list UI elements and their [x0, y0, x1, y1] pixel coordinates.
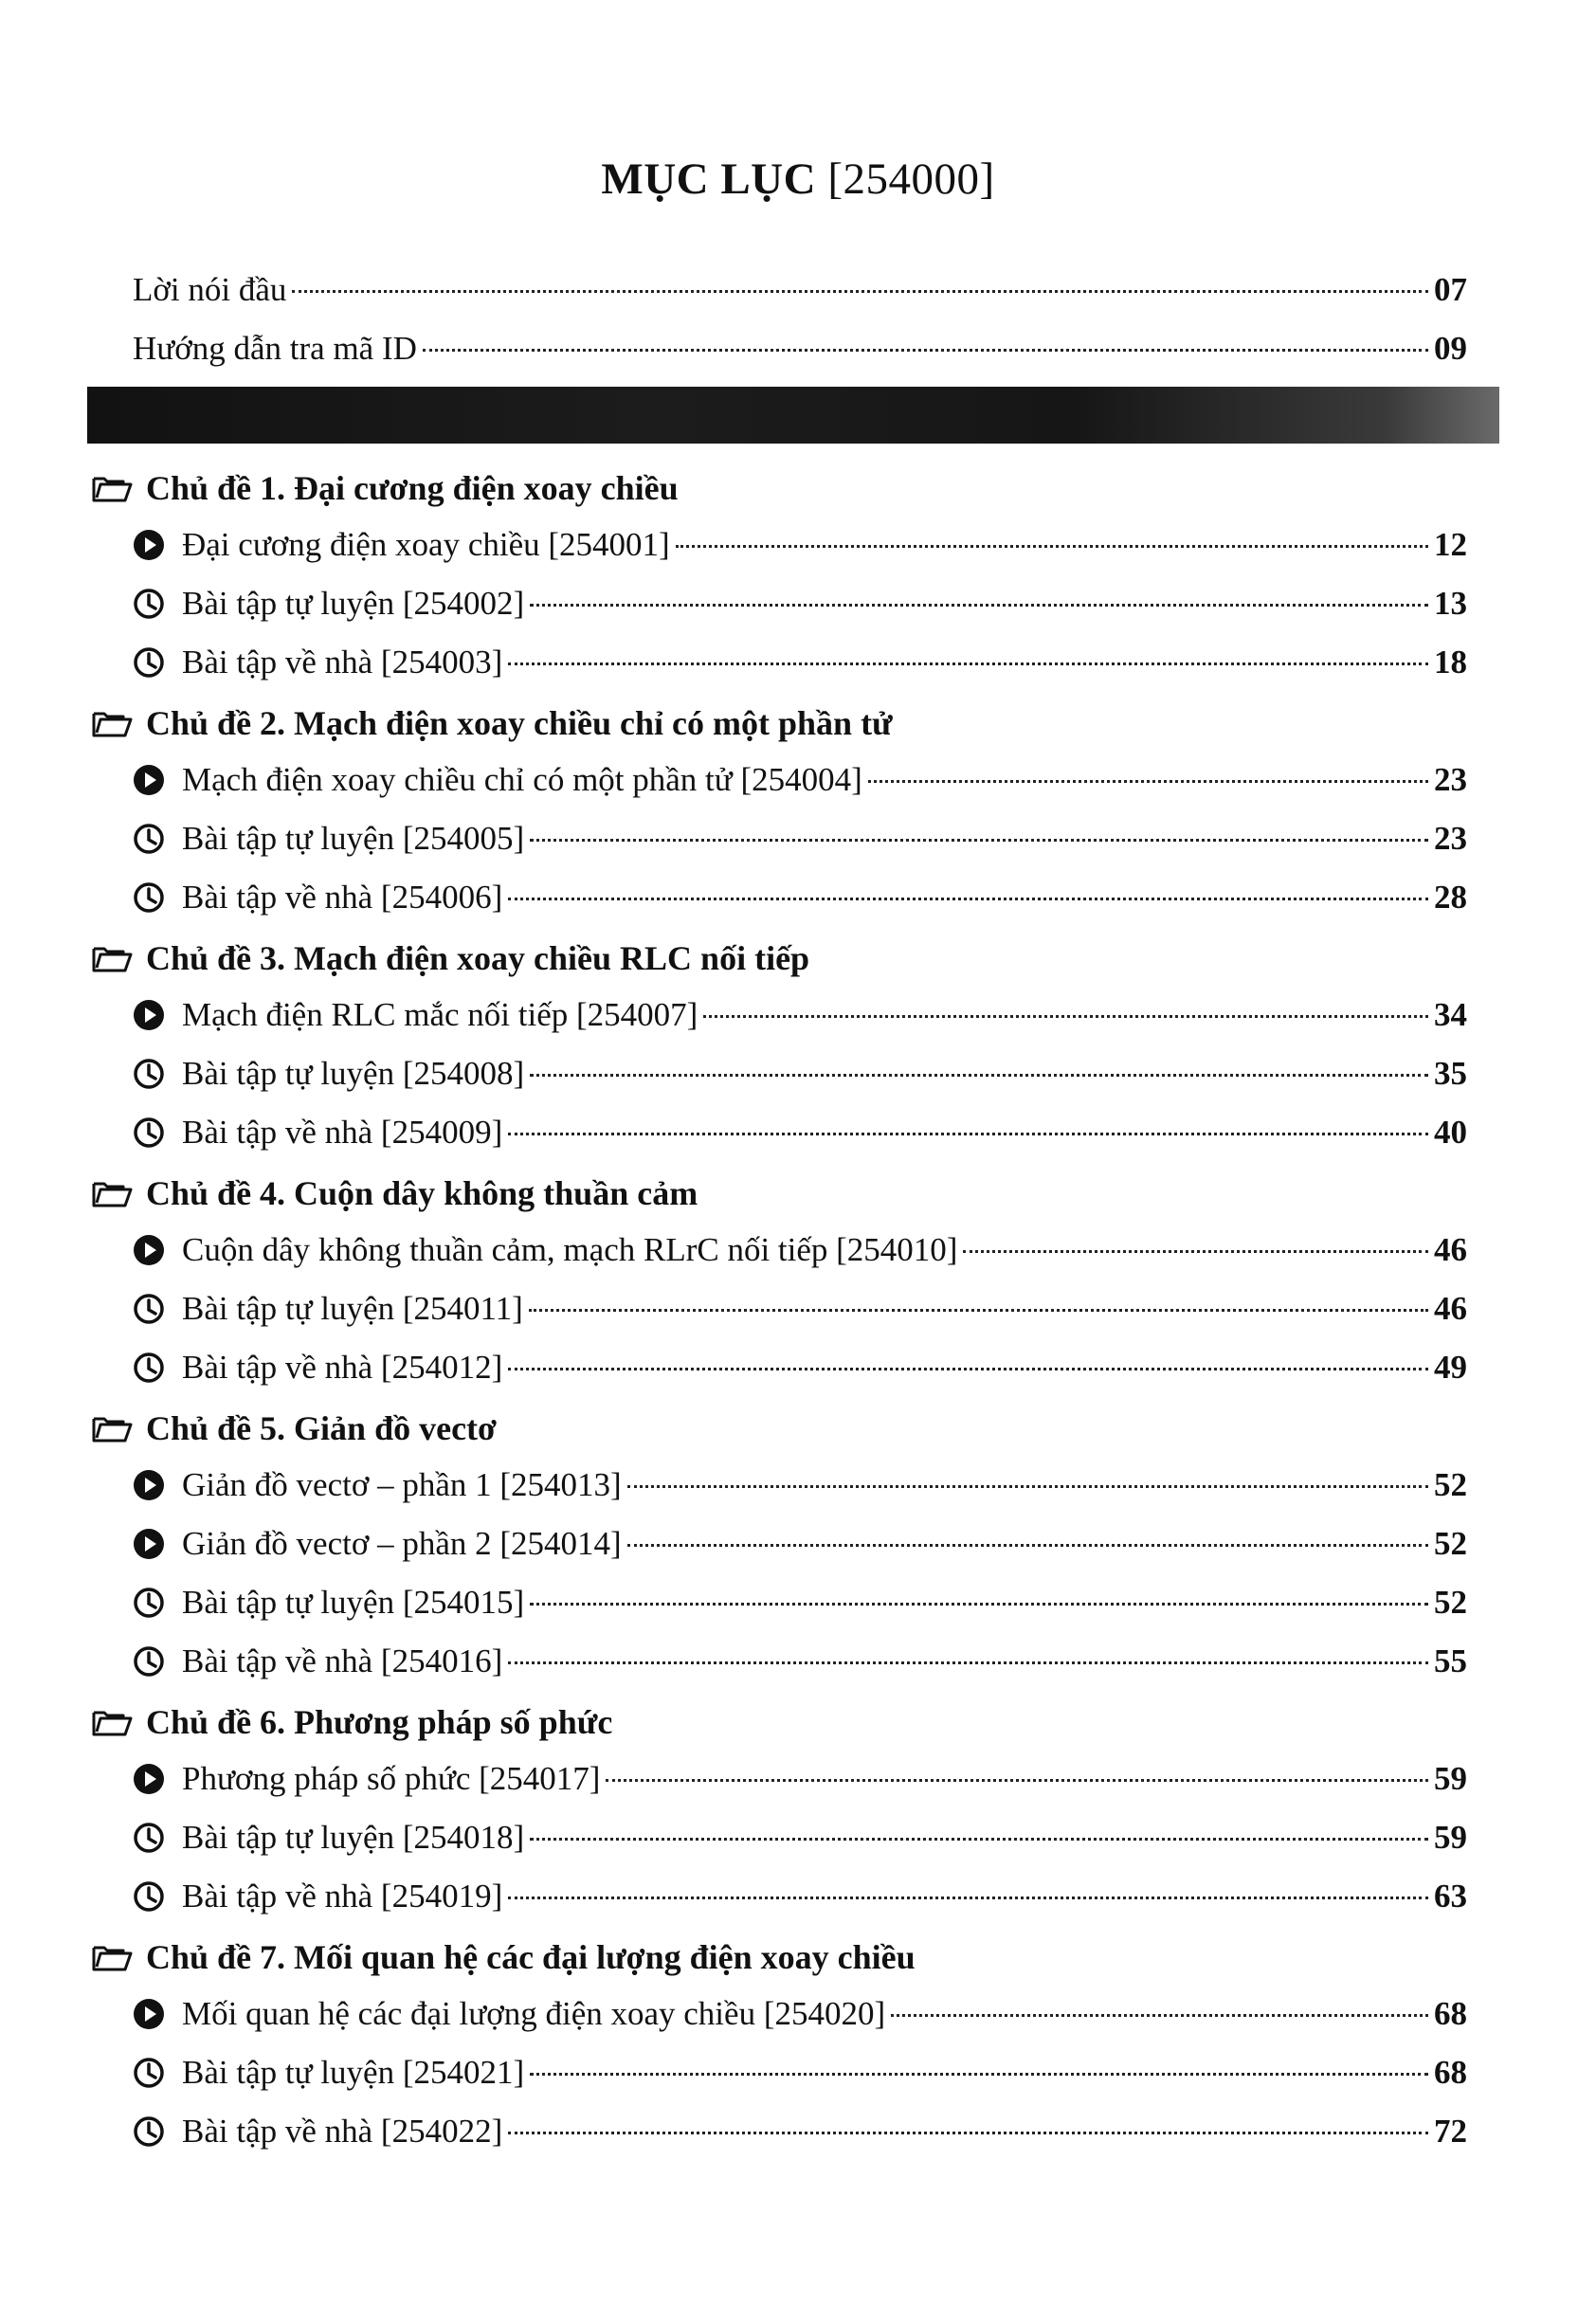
- dot-leader: [508, 1661, 1428, 1664]
- toc-entry-label: Bài tập về nhà [254012]: [182, 1349, 503, 1386]
- dot-leader: [530, 2073, 1428, 2076]
- toc-entry[interactable]: [133, 1228, 1467, 1272]
- toc-entry-page: 46: [1434, 1290, 1467, 1327]
- toc-entry-label: Giản đồ vectơ – phần 1 [254013]: [182, 1466, 622, 1503]
- topic-title: Chủ đề 4. Cuộn dây không thuần cảm: [146, 1174, 698, 1212]
- dot-leader: [891, 2014, 1428, 2017]
- toc-entry-page: 09: [1434, 330, 1467, 367]
- play-icon: [133, 1528, 165, 1560]
- dot-leader: [292, 290, 1428, 293]
- toc-entry[interactable]: [133, 2110, 1467, 2153]
- toc-entry-label: Mối quan hệ các đại lượng điện xoay chiều [254020]: [182, 1995, 886, 2032]
- toc-entry-page: 46: [1434, 1231, 1467, 1268]
- toc-entry[interactable]: [133, 1287, 1467, 1331]
- dot-leader: [508, 898, 1428, 900]
- toc-entry-label: Đại cương điện xoay chiều [254001]: [182, 526, 670, 563]
- toc-entry-page: 35: [1434, 1055, 1467, 1092]
- clock-icon: [133, 823, 165, 855]
- toc-entry-label: Bài tập về nhà [254019]: [182, 1878, 503, 1915]
- dot-leader: [530, 1074, 1428, 1077]
- clock-icon: [133, 1822, 165, 1854]
- toc-entry-page: 13: [1434, 585, 1467, 622]
- toc-entry-page: 40: [1434, 1114, 1467, 1151]
- toc-entry-page: 28: [1434, 879, 1467, 916]
- folder-icon: [91, 473, 133, 503]
- toc-entry-label: Bài tập tự luyện [254011]: [182, 1290, 523, 1327]
- topic-heading-2[interactable]: [91, 699, 893, 747]
- dot-leader: [530, 1838, 1428, 1841]
- toc-entry[interactable]: [133, 1463, 1467, 1507]
- folder-icon: [91, 708, 133, 738]
- topic-title: Chủ đề 6. Phương pháp số phức: [146, 1703, 613, 1741]
- play-icon: [133, 1763, 165, 1795]
- toc-entry[interactable]: [133, 1522, 1467, 1566]
- clock-icon: [133, 1293, 165, 1325]
- clock-icon: [133, 1058, 165, 1090]
- toc-entry-page: 34: [1434, 996, 1467, 1033]
- toc-entry-label: Bài tập tự luyện [254015]: [182, 1584, 525, 1621]
- play-icon: [133, 529, 165, 561]
- toc-entry-label: Cuộn dây không thuần cảm, mạch RLrC nối tiếp [254010]: [182, 1231, 958, 1268]
- toc-entry-label: Bài tập tự luyện [254002]: [182, 585, 525, 622]
- toc-entry-label: Phương pháp số phức [254017]: [182, 1760, 601, 1797]
- clock-icon: [133, 1645, 165, 1678]
- page-title: [0, 154, 1596, 205]
- dot-leader: [508, 1368, 1428, 1370]
- dot-leader: [868, 780, 1428, 783]
- play-icon: [133, 1234, 165, 1266]
- toc-entry-label: Hướng dẫn tra mã ID: [133, 330, 417, 367]
- topic-title: Chủ đề 7. Mối quan hệ các đại lượng điện xoay chiều: [146, 1938, 916, 1976]
- clock-icon: [133, 588, 165, 620]
- toc-entry-label: Bài tập tự luyện [254018]: [182, 1819, 525, 1856]
- topic-heading-4[interactable]: [91, 1170, 698, 1217]
- toc-entry-label: Giản đồ vectơ – phần 2 [254014]: [182, 1525, 622, 1562]
- toc-entry-page: 68: [1434, 2054, 1467, 2091]
- toc-entry-page: 07: [1434, 271, 1467, 308]
- toc-entry-page: 68: [1434, 1995, 1467, 2032]
- folder-icon: [91, 943, 133, 973]
- toc-entry-id-guide[interactable]: [133, 328, 1467, 372]
- toc-entry[interactable]: [133, 1581, 1467, 1624]
- toc-entry-label: Bài tập về nhà [254022]: [182, 2113, 503, 2150]
- toc-entry[interactable]: [133, 1346, 1467, 1389]
- dot-leader: [703, 1015, 1428, 1018]
- toc-entry-page: 52: [1434, 1525, 1467, 1562]
- clock-icon: [133, 1587, 165, 1619]
- toc-entry-page: 23: [1434, 761, 1467, 798]
- section-divider-band: [87, 387, 1499, 444]
- topic-title: Chủ đề 2. Mạch điện xoay chiều chỉ có một phần tử: [146, 704, 893, 742]
- toc-entry-label: Bài tập về nhà [254003]: [182, 644, 503, 681]
- dot-leader: [508, 1897, 1428, 1899]
- dot-leader: [529, 1309, 1428, 1312]
- toc-entry[interactable]: [133, 523, 1467, 567]
- dot-leader: [508, 662, 1428, 665]
- play-icon: [133, 999, 165, 1031]
- topic-heading-7[interactable]: [91, 1933, 916, 1981]
- dot-leader: [508, 2132, 1428, 2134]
- toc-entry-label: Bài tập tự luyện [254005]: [182, 820, 525, 857]
- toc-entry[interactable]: [133, 758, 1467, 802]
- toc-entry-foreword[interactable]: [133, 269, 1467, 313]
- toc-entry-page: 49: [1434, 1349, 1467, 1386]
- toc-entry-label: Mạch điện xoay chiều chỉ có một phần tử [254004]: [182, 761, 862, 798]
- toc-entry-label: Bài tập tự luyện [254008]: [182, 1055, 525, 1092]
- toc-entry-page: 23: [1434, 820, 1467, 857]
- toc-entry-page: 59: [1434, 1760, 1467, 1797]
- folder-icon: [91, 1942, 133, 1972]
- toc-entry-label: Bài tập tự luyện [254021]: [182, 2054, 525, 2091]
- play-icon: [133, 1469, 165, 1501]
- toc-entry[interactable]: [133, 876, 1467, 919]
- topic-title: Chủ đề 5. Giản đồ vectơ: [146, 1409, 497, 1447]
- toc-entry-page: 18: [1434, 644, 1467, 681]
- topic-title: Chủ đề 1. Đại cương điện xoay chiều: [146, 469, 679, 507]
- toc-entry[interactable]: [133, 993, 1467, 1037]
- dot-leader: [627, 1485, 1428, 1488]
- topic-heading-6[interactable]: [91, 1698, 612, 1746]
- clock-icon: [133, 1880, 165, 1913]
- toc-entry-label: Lời nói đầu: [133, 271, 287, 308]
- clock-icon: [133, 1116, 165, 1149]
- dot-leader: [963, 1250, 1428, 1253]
- topic-heading-1[interactable]: [91, 464, 679, 512]
- toc-entry-page: 12: [1434, 526, 1467, 563]
- toc-entry[interactable]: [133, 1052, 1467, 1096]
- dot-leader: [676, 545, 1428, 548]
- dot-leader: [627, 1544, 1428, 1547]
- play-icon: [133, 764, 165, 796]
- toc-entry-page: 55: [1434, 1643, 1467, 1679]
- toc-entry-page: 63: [1434, 1878, 1467, 1915]
- play-icon: [133, 1998, 165, 2030]
- dot-leader: [530, 839, 1428, 842]
- toc-entry-page: 52: [1434, 1584, 1467, 1621]
- folder-icon: [91, 1178, 133, 1208]
- toc-entry[interactable]: [133, 1640, 1467, 1683]
- folder-icon: [91, 1413, 133, 1443]
- toc-entry-label: Mạch điện RLC mắc nối tiếp [254007]: [182, 996, 698, 1033]
- clock-icon: [133, 2057, 165, 2089]
- toc-entry[interactable]: [133, 2051, 1467, 2095]
- clock-icon: [133, 881, 165, 914]
- toc-entry-label: Bài tập về nhà [254016]: [182, 1643, 503, 1679]
- folder-icon: [91, 1707, 133, 1737]
- toc-entry[interactable]: [133, 1757, 1467, 1801]
- toc-entry[interactable]: [133, 582, 1467, 626]
- dot-leader: [606, 1779, 1428, 1782]
- dot-leader: [530, 1603, 1428, 1606]
- toc-entry[interactable]: [133, 817, 1467, 861]
- toc-entry-page: 72: [1434, 2113, 1467, 2150]
- topic-title: Chủ đề 3. Mạch điện xoay chiều RLC nối tiếp: [146, 939, 810, 977]
- toc-entry[interactable]: [133, 1816, 1467, 1860]
- toc-entry-page: 59: [1434, 1819, 1467, 1856]
- toc-entry[interactable]: [133, 1111, 1467, 1154]
- toc-entry-label: Bài tập về nhà [254009]: [182, 1114, 503, 1151]
- dot-leader: [530, 604, 1428, 607]
- page-title-id: [254000]: [816, 154, 995, 204]
- dot-leader: [423, 349, 1428, 352]
- page-title-main: MỤC LỤC: [601, 154, 817, 204]
- toc-entry-page: 52: [1434, 1466, 1467, 1503]
- toc-entry-label: Bài tập về nhà [254006]: [182, 879, 503, 916]
- clock-icon: [133, 2115, 165, 2148]
- topic-heading-5[interactable]: [91, 1405, 497, 1452]
- clock-icon: [133, 646, 165, 679]
- toc-entry[interactable]: [133, 1992, 1467, 2036]
- topic-heading-3[interactable]: [91, 935, 809, 982]
- toc-entry[interactable]: [133, 641, 1467, 684]
- toc-entry[interactable]: [133, 1875, 1467, 1918]
- clock-icon: [133, 1352, 165, 1384]
- dot-leader: [508, 1133, 1428, 1135]
